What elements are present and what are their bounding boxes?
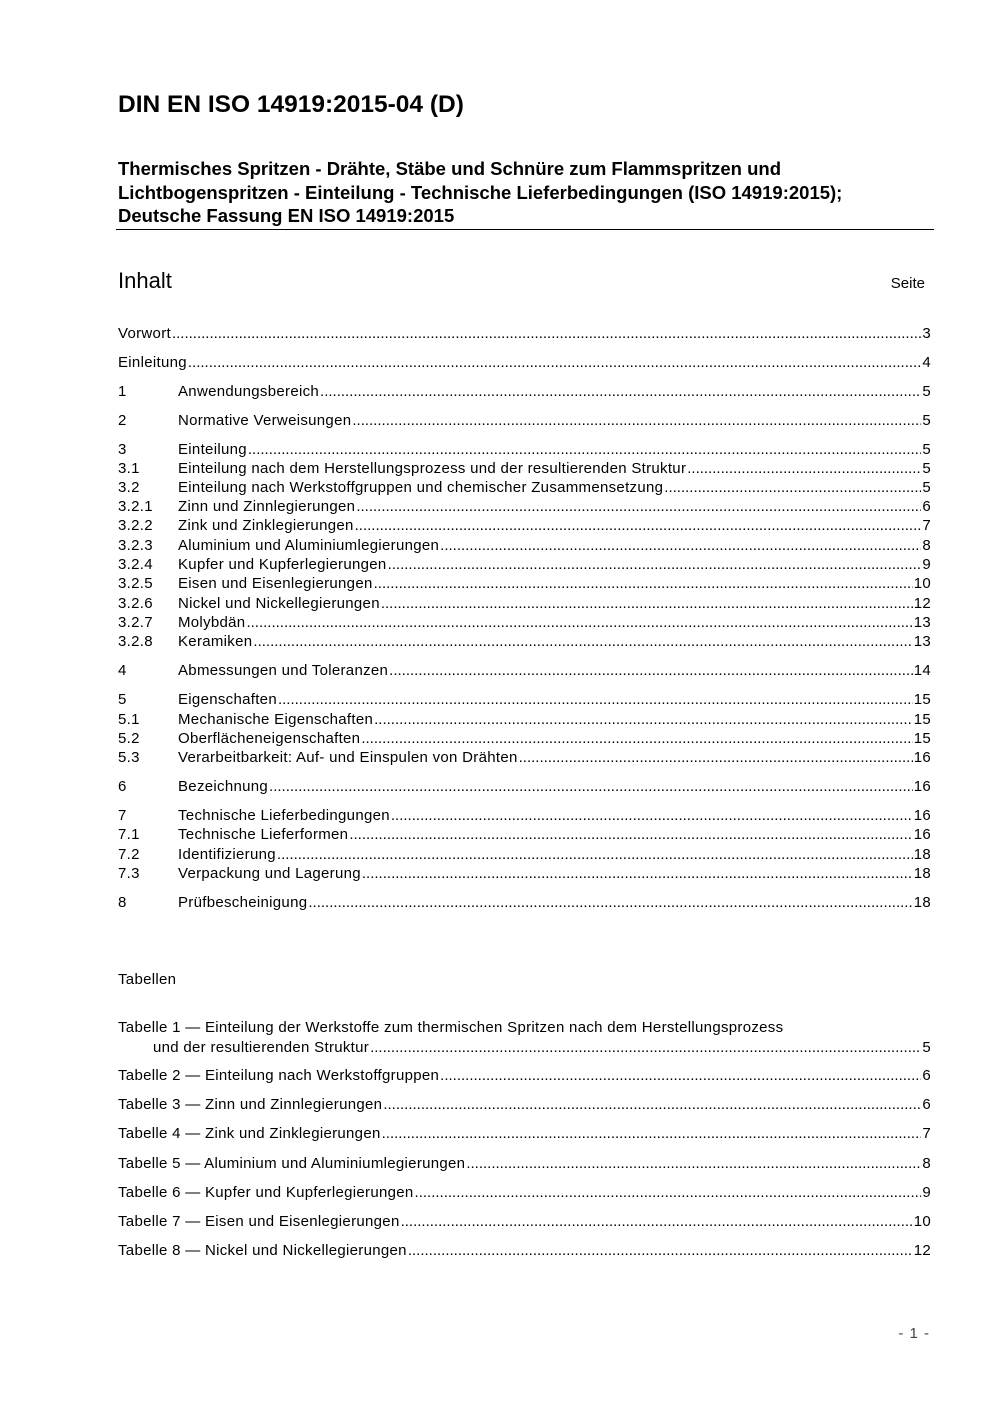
toc-entry-number: 3.2.4: [118, 556, 153, 573]
toc-entry-page: 15: [913, 711, 931, 728]
dot-leader: [320, 382, 921, 402]
toc-entry-page: 16: [913, 807, 931, 824]
toc-entry-3-2-2[interactable]: [118, 516, 931, 536]
dot-leader: [383, 1095, 921, 1115]
table-entry-8[interactable]: [118, 1241, 931, 1261]
toc-entry-3-2[interactable]: [118, 478, 931, 498]
dot-leader: [277, 845, 913, 865]
toc-entry-text: Verpackung und Lagerung: [178, 865, 361, 882]
table-entry-page: 6: [922, 1096, 931, 1113]
dot-leader: [352, 411, 921, 431]
dot-leader: [361, 729, 912, 749]
toc-entry-3[interactable]: [118, 440, 931, 460]
document-subtitle: [118, 157, 934, 228]
toc-entry-text: Eigenschaften: [178, 691, 277, 708]
toc-entry-number: 2: [118, 412, 127, 429]
toc-entry-number: 7.3: [118, 865, 140, 882]
toc-entry-text: Bezeichnung: [178, 778, 269, 795]
page-number: - 1 -: [898, 1325, 930, 1342]
toc-entry-page: 5: [922, 412, 931, 429]
toc-entry-page: 13: [913, 633, 931, 650]
dot-leader: [401, 1212, 913, 1232]
toc-entry-text: Einteilung nach dem Herstellungsprozess und der resultierenden Struktur: [178, 460, 687, 477]
toc-entry-text: Eisen und Eisenlegierungen: [178, 575, 373, 592]
dot-leader: [278, 690, 913, 710]
toc-entry-text: Zinn und Zinnlegierungen: [178, 498, 356, 515]
toc-entry-text: Einteilung: [178, 441, 247, 458]
dot-leader: [374, 574, 913, 594]
toc-entry-number: 3.1: [118, 460, 140, 477]
toc-entry-page: 18: [913, 865, 931, 882]
table-entry-5[interactable]: [118, 1154, 931, 1174]
table-entry-page: 10: [913, 1213, 931, 1230]
toc-entry-page: 7: [922, 517, 931, 534]
toc-entry-text: Keramiken: [178, 633, 253, 650]
dot-leader: [172, 324, 921, 344]
table-entry-page: 6: [922, 1067, 931, 1084]
toc-entry-number: 5.2: [118, 730, 140, 747]
dot-leader: [269, 777, 913, 797]
toc-entry-7-3[interactable]: [118, 864, 931, 884]
table-entry-text: Tabelle 6 — Kupfer und Kupferlegierungen: [118, 1184, 414, 1201]
toc-entry-vorwort[interactable]: [118, 324, 931, 344]
toc-entry-page: 16: [913, 749, 931, 766]
toc-entry-6[interactable]: [118, 777, 931, 797]
table-entry-page: 7: [922, 1125, 931, 1142]
toc-entry-page: 18: [913, 846, 931, 863]
table-entry-1[interactable]: [153, 1038, 931, 1058]
toc-entry-number: 3: [118, 441, 127, 458]
dot-leader: [664, 478, 921, 498]
toc-entry-5-3[interactable]: [118, 748, 931, 768]
toc-entry-text: Zink und Zinklegierungen: [178, 517, 354, 534]
toc-entry-text: Kupfer und Kupferlegierungen: [178, 556, 387, 573]
table-entry-3[interactable]: [118, 1095, 931, 1115]
dot-leader: [248, 440, 921, 460]
toc-entry-text: Einteilung nach Werkstoffgruppen und chemischer Zusammensetzung: [178, 479, 664, 496]
toc-entry-page: 5: [922, 383, 931, 400]
toc-entry-text: Aluminium und Aluminiumlegierungen: [178, 537, 440, 554]
toc-entry-page: 14: [913, 662, 931, 679]
table-entry-text: Tabelle 2 — Einteilung nach Werkstoffgruppen: [118, 1067, 440, 1084]
table-entry-text: Tabelle 5 — Aluminium und Aluminiumlegierungen: [118, 1155, 466, 1172]
dot-leader: [408, 1241, 913, 1261]
table-entry-text: Tabelle 8 — Nickel und Nickellegierungen: [118, 1242, 407, 1259]
toc-entry-text: Nickel und Nickellegierungen: [178, 595, 380, 612]
dot-leader: [415, 1183, 922, 1203]
dot-leader: [308, 893, 912, 913]
dot-leader: [349, 825, 912, 845]
toc-entry-number: 5.3: [118, 749, 140, 766]
toc-entry-text: Oberflächeneigenschaften: [178, 730, 361, 747]
toc-entry-number: 1: [118, 383, 127, 400]
toc-entry-page: 18: [913, 894, 931, 911]
toc-entry-page: 4: [922, 354, 931, 371]
dot-leader: [388, 555, 922, 575]
dot-leader: [246, 613, 912, 633]
dot-leader: [440, 1066, 921, 1086]
table-entry-page: 12: [913, 1242, 931, 1259]
toc-entry-3-2-8[interactable]: [118, 632, 931, 652]
toc-entry-3-2-6[interactable]: [118, 594, 931, 614]
dot-leader: [355, 516, 922, 536]
toc-entry-page: 5: [922, 441, 931, 458]
toc-entry-page: 3: [922, 325, 931, 342]
toc-entry-3-2-5[interactable]: [118, 574, 931, 594]
toc-entry-number: 7.1: [118, 826, 140, 843]
table-entry-1-line1[interactable]: Tabelle 1 — Einteilung der Werkstoffe zum thermischen Spritzen nach dem Herstellungsprozess: [118, 1019, 784, 1036]
toc-entry-number: 3.2: [118, 479, 140, 496]
toc-entry-page: 15: [913, 730, 931, 747]
toc-entry-number: 3.2.8: [118, 633, 153, 650]
document-title: DIN EN ISO 14919:2015-04 (D): [118, 91, 464, 118]
toc-entry-text: Technische Lieferbedingungen: [178, 807, 390, 824]
toc-entry-number: 3.2.3: [118, 537, 153, 554]
toc-entry-page: 6: [922, 498, 931, 515]
toc-entry-7[interactable]: [118, 806, 931, 826]
dot-leader: [253, 632, 912, 652]
toc-entry-text: Verarbeitbarkeit: Auf- und Einspulen von Drähten: [178, 749, 518, 766]
dot-leader: [188, 353, 921, 373]
subtitle-line: Deutsche Fassung EN ISO 14919:2015: [118, 205, 455, 226]
table-entry-page: 8: [922, 1155, 931, 1172]
toc-entry-number: 5: [118, 691, 127, 708]
dot-leader: [391, 806, 913, 826]
toc-entry-number: 7.2: [118, 846, 140, 863]
toc-entry-1[interactable]: [118, 382, 931, 402]
dot-leader: [687, 459, 921, 479]
dot-leader: [382, 1124, 922, 1144]
toc-entry-3-2-3[interactable]: [118, 536, 931, 556]
table-entry-page: 9: [922, 1184, 931, 1201]
toc-entry-text: Prüfbescheinigung: [178, 894, 308, 911]
toc-entry-3-1[interactable]: [118, 459, 931, 479]
toc-heading: Inhalt: [118, 268, 172, 293]
table-entry-text: und der resultierenden Struktur: [153, 1039, 370, 1056]
table-entry-text: Tabelle 4 — Zink und Zinklegierungen: [118, 1125, 381, 1142]
dot-leader: [374, 710, 913, 730]
table-entry-text: Tabelle 7 — Eisen und Eisenlegierungen: [118, 1213, 400, 1230]
dot-leader: [519, 748, 913, 768]
toc-entry-text: Molybdän: [178, 614, 246, 631]
toc-entry-text: Normative Verweisungen: [178, 412, 352, 429]
toc-entry-7-1[interactable]: [118, 825, 931, 845]
toc-entry-number: 6: [118, 778, 127, 795]
toc-entry-text: Identifizierung: [178, 846, 276, 863]
toc-entry-number: 3.2.5: [118, 575, 153, 592]
table-entry-7[interactable]: [118, 1212, 931, 1232]
toc-entry-2[interactable]: [118, 411, 931, 431]
toc-entry-number: 8: [118, 894, 127, 911]
subtitle-line: Lichtbogenspritzen - Einteilung - Technische Lieferbedingungen (ISO 14919:2015);: [118, 181, 843, 203]
toc-entry-5-2[interactable]: [118, 729, 931, 749]
table-entry-page: 5: [922, 1039, 931, 1056]
toc-entry-8[interactable]: [118, 893, 931, 913]
toc-entry-text: Anwendungsbereich: [178, 383, 320, 400]
dot-leader: [381, 594, 913, 614]
toc-entry-text: Abmessungen und Toleranzen: [178, 662, 389, 679]
dot-leader: [362, 864, 913, 884]
title-divider: [116, 229, 934, 230]
table-entry-text: Tabelle 3 — Zinn und Zinnlegierungen: [118, 1096, 383, 1113]
dot-leader: [370, 1038, 921, 1058]
tables-heading: Tabellen: [118, 971, 177, 988]
dot-leader: [440, 536, 921, 556]
dot-leader: [356, 497, 921, 517]
toc-entry-5-1[interactable]: [118, 710, 931, 730]
toc-entry-4[interactable]: [118, 661, 931, 681]
toc-entry-5[interactable]: [118, 690, 931, 710]
toc-entry-number: 7: [118, 807, 127, 824]
table-entry-2[interactable]: [118, 1066, 931, 1086]
toc-entry-page: 15: [913, 691, 931, 708]
toc-entry-page: 9: [922, 556, 931, 573]
toc-entry-number: 4: [118, 662, 127, 679]
toc-entry-text: Vorwort: [118, 325, 171, 342]
toc-entry-page: 5: [922, 460, 931, 477]
toc-entry-text: Mechanische Eigenschaften: [178, 711, 374, 728]
toc-entry-3-2-1[interactable]: [118, 497, 931, 517]
toc-entry-text: Technische Lieferformen: [178, 826, 349, 843]
toc-entry-number: 3.2.2: [118, 517, 153, 534]
toc-entry-page: 10: [913, 575, 931, 592]
toc-entry-number: 3.2.1: [118, 498, 153, 515]
table-entry-6[interactable]: [118, 1183, 931, 1203]
toc-entry-einleitung[interactable]: [118, 353, 931, 373]
toc-entry-page: 16: [913, 826, 931, 843]
subtitle-line: Thermisches Spritzen - Drähte, Stäbe und Schnüre zum Flammspritzen und: [118, 158, 782, 179]
toc-entry-page: 5: [922, 479, 931, 496]
table-entry-4[interactable]: [118, 1124, 931, 1144]
toc-entry-text: Einleitung: [118, 354, 187, 371]
dot-leader: [466, 1154, 921, 1174]
toc-entry-page: 16: [913, 778, 931, 795]
toc-entry-3-2-4[interactable]: [118, 555, 931, 575]
toc-entry-number: 5.1: [118, 711, 140, 728]
toc-entry-page: 8: [922, 537, 931, 554]
dot-leader: [389, 661, 913, 681]
toc-entry-3-2-7[interactable]: [118, 613, 931, 633]
toc-entry-page: 13: [913, 614, 931, 631]
page-column-label: Seite: [890, 275, 925, 292]
toc-entry-number: 3.2.6: [118, 595, 153, 612]
toc-entry-7-2[interactable]: [118, 845, 931, 865]
toc-entry-number: 3.2.7: [118, 614, 153, 631]
toc-entry-page: 12: [913, 595, 931, 612]
